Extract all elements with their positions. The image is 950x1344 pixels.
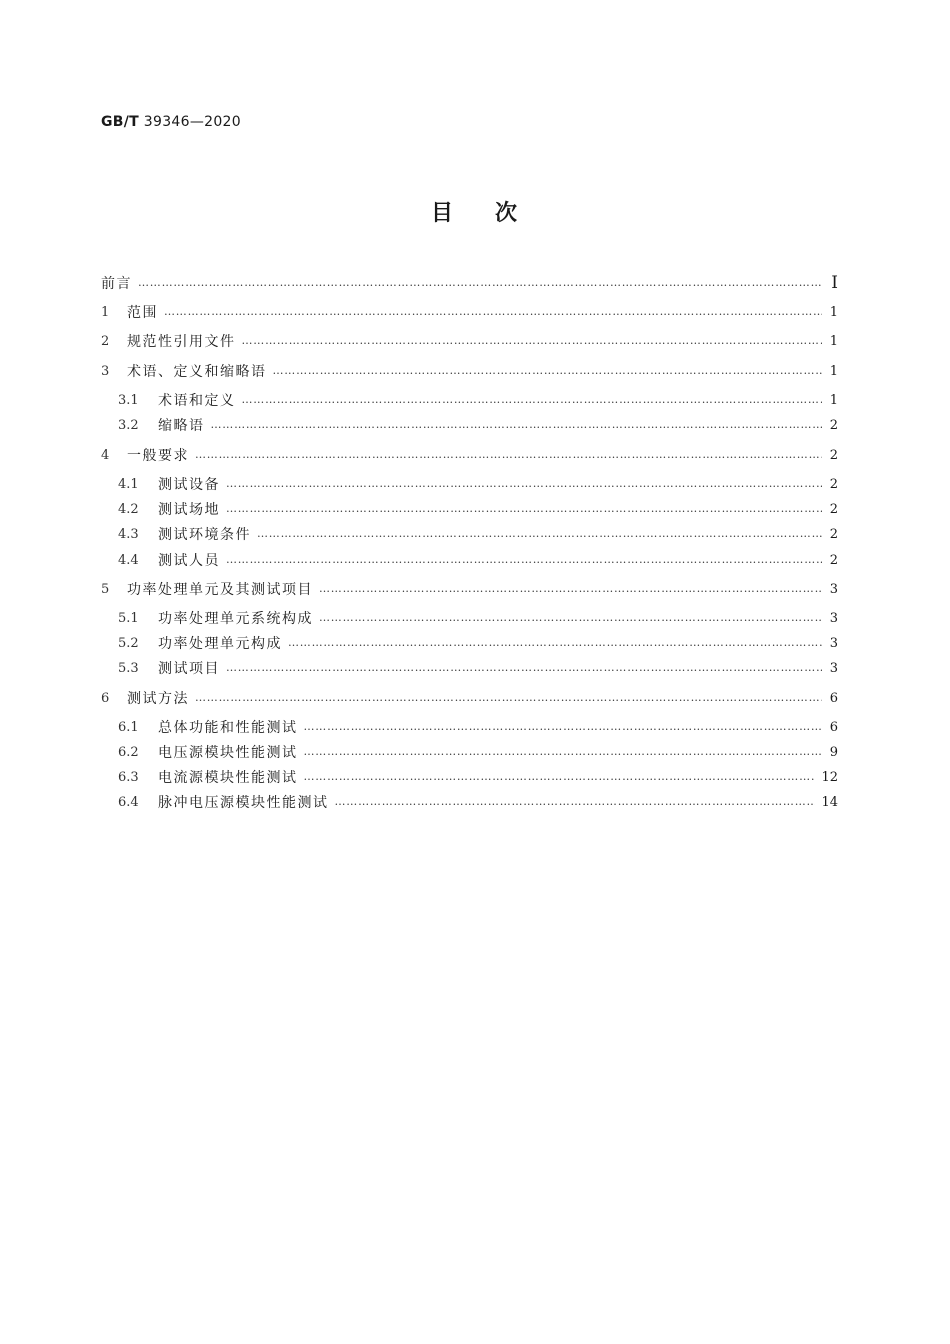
toc-entry-page: 1 — [829, 392, 838, 408]
toc-entry-number: 4.3 — [118, 526, 139, 542]
standard-code-number: 39346—2020 — [143, 114, 241, 130]
page-title: 目次 — [430, 201, 559, 226]
toc-entry-label: 脉冲电压源模块性能测试 — [158, 795, 329, 811]
toc-entry-page: 2 — [829, 501, 838, 517]
toc-subentry[interactable] — [101, 765, 838, 789]
toc-entry-number: 5.1 — [118, 610, 139, 626]
toc-entry-label: 测试设备 — [158, 477, 220, 493]
toc-entry-page: 1 — [829, 333, 838, 349]
toc-entry-label: 功率处理单元构成 — [158, 636, 282, 652]
toc-subentry[interactable] — [101, 548, 838, 572]
toc-entry-label: 测试项目 — [158, 661, 220, 677]
toc-entry-page: 1 — [829, 363, 838, 379]
toc-entry-page: 2 — [829, 552, 838, 568]
toc-entry-number: 4.1 — [118, 476, 139, 492]
toc-subentry[interactable] — [101, 715, 838, 739]
toc-entry-label: 规范性引用文件 — [127, 334, 236, 350]
toc-entry-page: 1 — [829, 304, 838, 320]
toc-entry-number: 4.4 — [118, 552, 139, 568]
toc-entry-page: 2 — [829, 447, 838, 463]
toc-entry-number: 3.1 — [118, 392, 139, 408]
toc-entry-label: 测试场地 — [158, 502, 220, 518]
dot-leader — [257, 522, 822, 546]
toc-entry-number: 6.4 — [118, 794, 139, 810]
toc-entry-label: 范围 — [127, 305, 158, 321]
toc-entry-page: 3 — [829, 660, 838, 676]
toc-entry[interactable] — [101, 577, 838, 601]
toc-entry-label: 测试人员 — [158, 553, 220, 569]
dot-leader — [335, 790, 816, 814]
dot-leader — [226, 656, 822, 680]
toc-entry-number: 3.2 — [118, 417, 139, 433]
toc-subentry[interactable] — [101, 606, 838, 630]
toc-entry-label: 功率处理单元系统构成 — [158, 611, 313, 627]
toc-entry-label: 一般要求 — [127, 448, 189, 464]
dot-leader — [319, 577, 822, 601]
toc-entry-page: 12 — [821, 769, 838, 785]
dot-leader — [164, 300, 822, 324]
toc-subentry[interactable] — [101, 497, 838, 521]
toc-entry-page: 2 — [829, 417, 838, 433]
dot-leader — [319, 606, 822, 630]
toc-entry-number: 5 — [101, 581, 110, 597]
toc-entry-number: 6.1 — [118, 719, 139, 735]
dot-leader — [195, 686, 822, 710]
toc-entry-page: 3 — [829, 610, 838, 626]
toc-subentry[interactable] — [101, 522, 838, 546]
toc-entry-label: 缩略语 — [158, 418, 205, 434]
toc-entry-label: 功率处理单元及其测试项目 — [127, 582, 313, 598]
toc-entry-label: 电流源模块性能测试 — [158, 770, 298, 786]
toc-entry-label: 总体功能和性能测试 — [158, 720, 298, 736]
toc-entry-page: 2 — [829, 476, 838, 492]
toc-entry-number: 2 — [101, 333, 110, 349]
toc-entry[interactable] — [101, 329, 838, 353]
toc-subentry[interactable] — [101, 472, 838, 496]
toc-subentry[interactable] — [101, 388, 838, 412]
dot-leader — [226, 548, 822, 572]
toc-subentry[interactable] — [101, 656, 838, 680]
toc-entry-page: 3 — [829, 581, 838, 597]
toc-entry-label: 术语和定义 — [158, 393, 236, 409]
toc-entry-page: 14 — [821, 794, 838, 810]
toc-entry[interactable] — [101, 443, 838, 467]
toc-entry-foreword[interactable] — [101, 271, 838, 295]
standard-code-prefix: GB/T — [101, 114, 140, 130]
dot-leader — [304, 740, 823, 764]
toc-entry-number: 5.2 — [118, 635, 139, 651]
toc-entry-number: 1 — [101, 304, 110, 320]
toc-entry-page: 6 — [829, 719, 838, 735]
dot-leader — [304, 715, 823, 739]
toc-entry-number: 6 — [101, 690, 110, 706]
toc-entry-number: 6.2 — [118, 744, 139, 760]
toc-entry-label: 测试环境条件 — [158, 527, 251, 543]
toc-subentry[interactable] — [101, 413, 838, 437]
toc-entry[interactable] — [101, 300, 838, 324]
dot-leader — [195, 443, 822, 467]
toc-entry-number: 4.2 — [118, 501, 139, 517]
toc-entry-page: 3 — [829, 635, 838, 651]
toc-entry-label: 电压源模块性能测试 — [158, 745, 298, 761]
dot-leader — [304, 765, 816, 789]
toc-subentry[interactable] — [101, 631, 838, 655]
toc-entry-number: 4 — [101, 447, 110, 463]
toc-entry-page: I — [831, 273, 838, 293]
dot-leader — [226, 472, 822, 496]
dot-leader — [273, 359, 823, 383]
toc-entry-page: 2 — [829, 526, 838, 542]
dot-leader — [242, 388, 823, 412]
dot-leader — [138, 271, 822, 295]
dot-leader — [226, 497, 822, 521]
toc-entry-number: 3 — [101, 363, 110, 379]
toc-subentry[interactable] — [101, 790, 838, 814]
toc-entry-page: 9 — [829, 744, 838, 760]
toc-entry-label: 前言 — [101, 276, 132, 292]
toc-entry-label: 术语、定义和缩略语 — [127, 364, 267, 380]
toc-entry-label: 测试方法 — [127, 691, 189, 707]
toc-subentry[interactable] — [101, 740, 838, 764]
dot-leader — [242, 329, 823, 353]
dot-leader — [211, 413, 823, 437]
toc-entry[interactable] — [101, 686, 838, 710]
toc-entry[interactable] — [101, 359, 838, 383]
toc-entry-number: 5.3 — [118, 660, 139, 676]
dot-leader — [288, 631, 822, 655]
toc-entry-page: 6 — [829, 690, 838, 706]
toc-entry-number: 6.3 — [118, 769, 139, 785]
standard-code — [101, 114, 241, 130]
